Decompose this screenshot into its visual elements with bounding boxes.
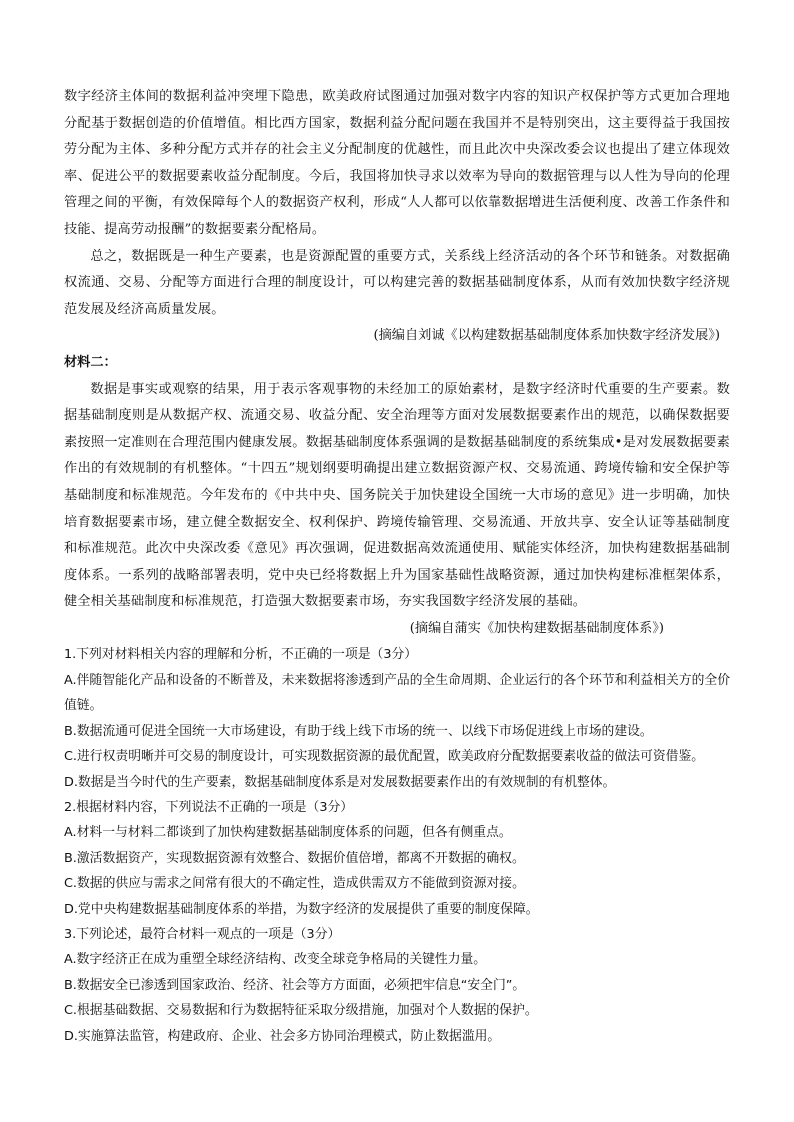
question-option: B.数据安全已渗透到国家政治、经济、社会等方方面面，必须把牢信息“安全门”。 xyxy=(64,977,526,993)
question-option: A.数字经济正在成为重塑全球经济结构、改变全球竞争格局的关键性力量。 xyxy=(64,952,487,968)
question-option: B.数据流通可促进全国统一大市场建设，有助于线上线下市场的统一、以线下市场促进线上市场的建设。 xyxy=(64,723,653,739)
question-3 xyxy=(64,922,730,1049)
question-option: D.实施算法监管，构建政府、企业、社会多方协同治理模式，防止数据滥用。 xyxy=(64,1028,501,1044)
question-option: B.激活数据资产，实现数据资源有效整合、数据价值倍增，都离不开数据的确权。 xyxy=(64,850,525,866)
question-option: C.数据的供应与需求之间常有很大的不确定性，造成供需双方不能做到资源对接。 xyxy=(64,876,525,892)
material2-source: (摘编自蒲实《加快构建数据基础制度体系》) xyxy=(409,620,664,636)
document-page xyxy=(64,84,730,1049)
question-option: A.材料一与材料二都谈到了加快构建数据基础制度体系的问题，但各有侧重点。 xyxy=(64,825,512,841)
question-option: A.伴随智能化产品和设备的不断普及，未来数据将渗透到产品的全生命周期、企业运行的各个环节和利益相关方的全价值链。 xyxy=(64,672,730,714)
question-option: D.数据是当今时代的生产要素，数据基础制度体系是对发展数据要素作出的有效规制的有机整体。 xyxy=(64,774,616,790)
material1-paragraph-continued: 数字经济主体间的数据利益冲突埋下隐患，欧美政府试图通过加强对数字内容的知识产权保护等方式更加合理地分配基于数据创造的价值增值。相比西方国家，数据利益分配问题在我国并不是特别突出，这主要得益于我国按劳分配为主体、多种分配方式并存的社会主义分配制度的优越性，而且此次中央深改委会议也提出了建立体现效率、促进公平的数据要素收益分配制度。今后，我国将加快寻求以效率为导向的数据管理与以人性为导向的伦理管理之间的平衡，有效保障每个人的数据资产权利，形成“人人都可以依靠数据增进生活便利度、改善工作条件和技能、提高劳动报酬”的数据要素分配格局。 xyxy=(64,89,730,237)
question-option: C.进行权责明晰并可交易的制度设计，可实现数据资源的最优配置，欧美政府分配数据要素收益的做法可资借鉴。 xyxy=(64,749,705,765)
material1-paragraph-conclusion: 总之，数据既是一种生产要素，也是资源配置的重要方式，关系线上经济活动的各个环节和链条。对数据确权流通、交易、分配等方面进行合理的制度设计，可以构建完善的数据基础制度体系，从而有效加快数字经济规范发展及经济高质量发展。 xyxy=(64,248,730,317)
question-option: D.党中央构建数据基础制度体系的举措，为数字经济的发展提供了重要的制度保障。 xyxy=(64,901,539,917)
question-2 xyxy=(64,795,730,922)
material2-heading: 材料二： xyxy=(64,354,117,370)
question-stem: 3.下列论述，最符合材料一观点的一项是（3分） xyxy=(64,926,341,942)
question-option: C.根据基础数据、交易数据和行为数据特征采取分级措施，加强对个人数据的保护。 xyxy=(64,1003,538,1019)
question-stem: 2.根据材料内容，下列说法不正确的一项是（3分） xyxy=(64,799,354,815)
question-stem: 1.下列对材料相关内容的理解和分析，不正确的一项是（3分） xyxy=(64,647,418,663)
material2-paragraph: 数据是事实或观察的结果，用于表示客观事物的未经加工的原始素材，是数字经济时代重要的生产要素。数据基础制度则是从数据产权、流通交易、收益分配、安全治理等方面对发展数据要素作出的规范，以确保数据要素按照一定准则在合理范围内健康发展。数据基础制度体系强调的是数据基础制度的系统集成•是对发展数据要素作出的有效规制的有机整体。“十四五”规划纲要明确提出建立数据资源产权、交易流通、跨境传输和安全保护等基础制度和标准规范。今年发布的《中共中央、国务院关于加快建设全国统一大市场的意见》进一步明确，加快培育数据要素市场，建立健全数据安全、权利保护、跨境传输管理、交易流通、开放共享、安全认证等基础制度和标准规范。此次中央深改委《意见》再次强调，促进数据高效流通使用、赋能实体经济，加快构建数据基础制度体系。一系列的战略部署表明，党中央已经将数据上升为国家基础性战略资源，通过加快构建标准框架体系，健全相关基础制度和标准规范，打造强大数据要素市场，夯实我国数字经济发展的基础。 xyxy=(64,381,730,610)
question-1 xyxy=(64,642,730,794)
material1-source: (摘编自刘诚《以构建数据基础制度体系加快数字经济发展》) xyxy=(373,328,720,344)
